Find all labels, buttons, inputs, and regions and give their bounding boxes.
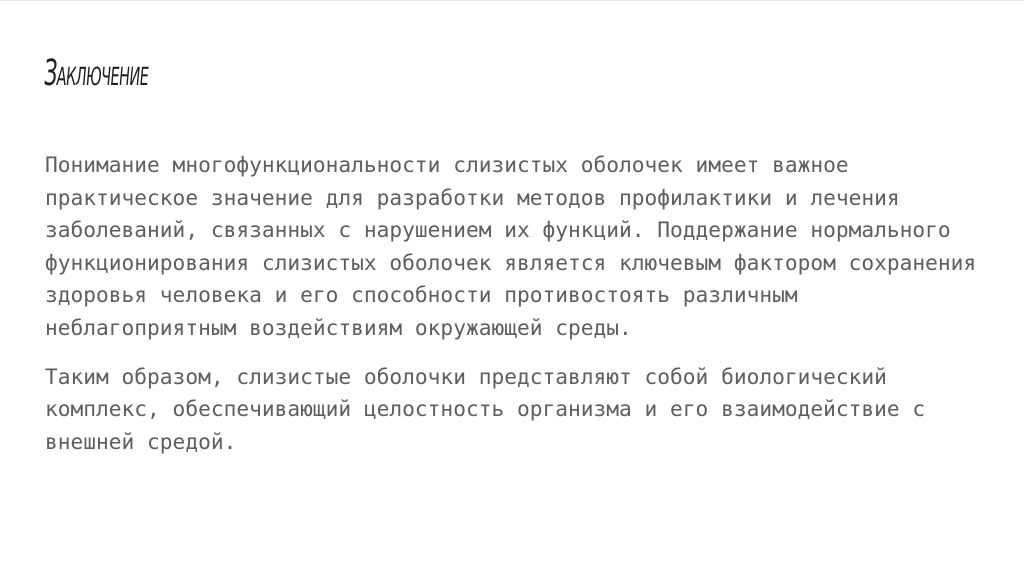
slide-title: Заключение: [42, 53, 151, 94]
paragraph-1: Понимание многофункциональности слизистых оболочек имеет важное практическое значение для разработки методов профилактики и лечения заболеваний, связанных с нарушением их функций. Поддержание нормального функционирования слизистых оболочек является ключевым фактором сохранения здоровья человека и его способности противостоять различным неблагоприятным воздействиям окружающей среды.: [45, 152, 977, 340]
paragraph-2: Таким образом, слизистые оболочки представляют собой биологический комплекс, обеспечивающий целостность организма и его взаимодействие с внешней средой.: [45, 363, 926, 454]
slide-body: [45, 149, 995, 458]
